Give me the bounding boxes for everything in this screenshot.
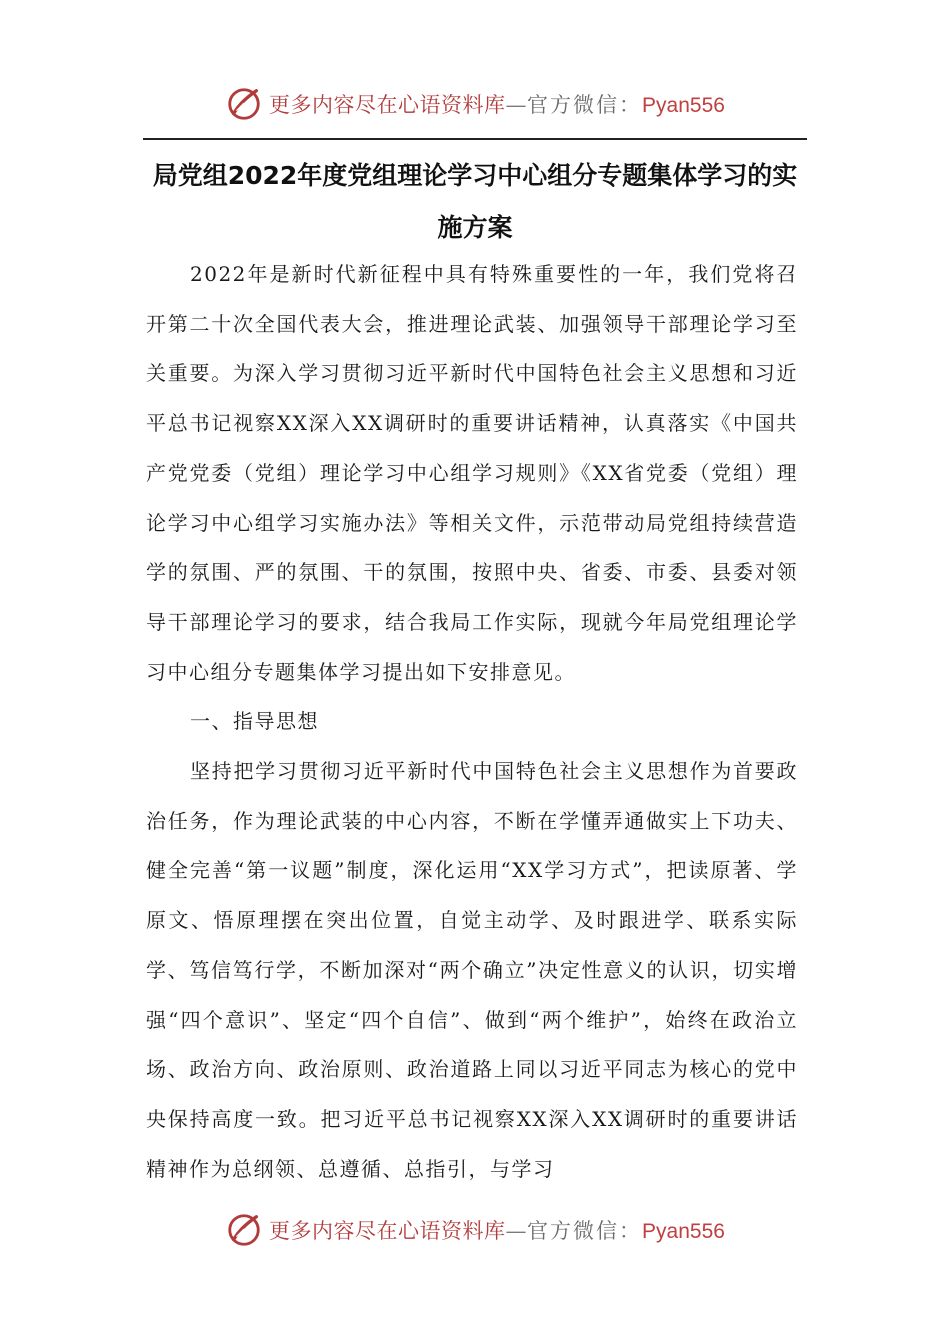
banner-slogan: 更多内容尽在心语资料库: [269, 93, 506, 117]
banner-wechat-label: 官方微信：: [527, 93, 643, 117]
banner-wechat-id: Pyan556: [642, 94, 725, 117]
pen-logo-icon: [225, 1211, 263, 1249]
pen-logo-icon: [225, 85, 263, 123]
section-heading-guiding-thought: 一、指导思想: [190, 709, 319, 734]
guiding-thought-paragraph: 坚持把学习贯彻习近平新时代中国特色社会主义思想作为首要政治任务，作为理论武装的中心内容，不断在学懂弄通做实上下功夫、健全完善“第一议题”制度，深化运用“XX学习方式”，把读原著、学原文、悟原理摆在突出位置，自觉主动学、及时跟进学、联系实际学、笃信笃行学，不断加深对“两个确立”决定性意义的认识，切实增强“四个意识”、坚定“四个自信”、做到“两个维护”，始终在政治立场、政治方向、政治原则、政治道路上同以习近平同志为核心的党中央保持高度一致。把习近平总书记视察XX深入XX调研时的重要讲话精神作为总纲领、总遵循、总指引，与学习: [146, 759, 798, 1181]
banner-slogan: 更多内容尽在心语资料库: [269, 1219, 506, 1243]
banner-text: [269, 1215, 725, 1245]
banner-dash: —: [505, 1219, 528, 1243]
document-body: [146, 250, 798, 1194]
banner-wechat-label: 官方微信：: [527, 1219, 643, 1243]
banner-wechat-id: Pyan556: [642, 1220, 725, 1243]
header-rule: [143, 138, 807, 140]
banner-text: [269, 89, 725, 119]
footer-banner: [0, 1208, 950, 1252]
banner-dash: —: [505, 93, 528, 117]
header-banner: [0, 82, 950, 126]
intro-paragraph: 2022年是新时代新征程中具有特殊重要性的一年，我们党将召开第二十次全国代表大会，推进理论武装、加强领导干部理论学习至关重要。为深入学习贯彻习近平新时代中国特色社会主义思想和习近平总书记视察XX深入XX调研时的重要讲话精神，认真落实《中国共产党党委（党组）理论学习中心组学习规则》《XX省党委（党组）理论学习中心组学习实施办法》等相关文件，示范带动局党组持续营造学的氛围、严的氛围、干的氛围，按照中央、省委、市委、县委对领导干部理论学习的要求，结合我局工作实际，现就今年局党组理论学习中心组分专题集体学习提出如下安排意见。: [146, 262, 798, 684]
document-title: 局党组2022年度党组理论学习中心组分专题集体学习的实施方案: [152, 161, 798, 242]
